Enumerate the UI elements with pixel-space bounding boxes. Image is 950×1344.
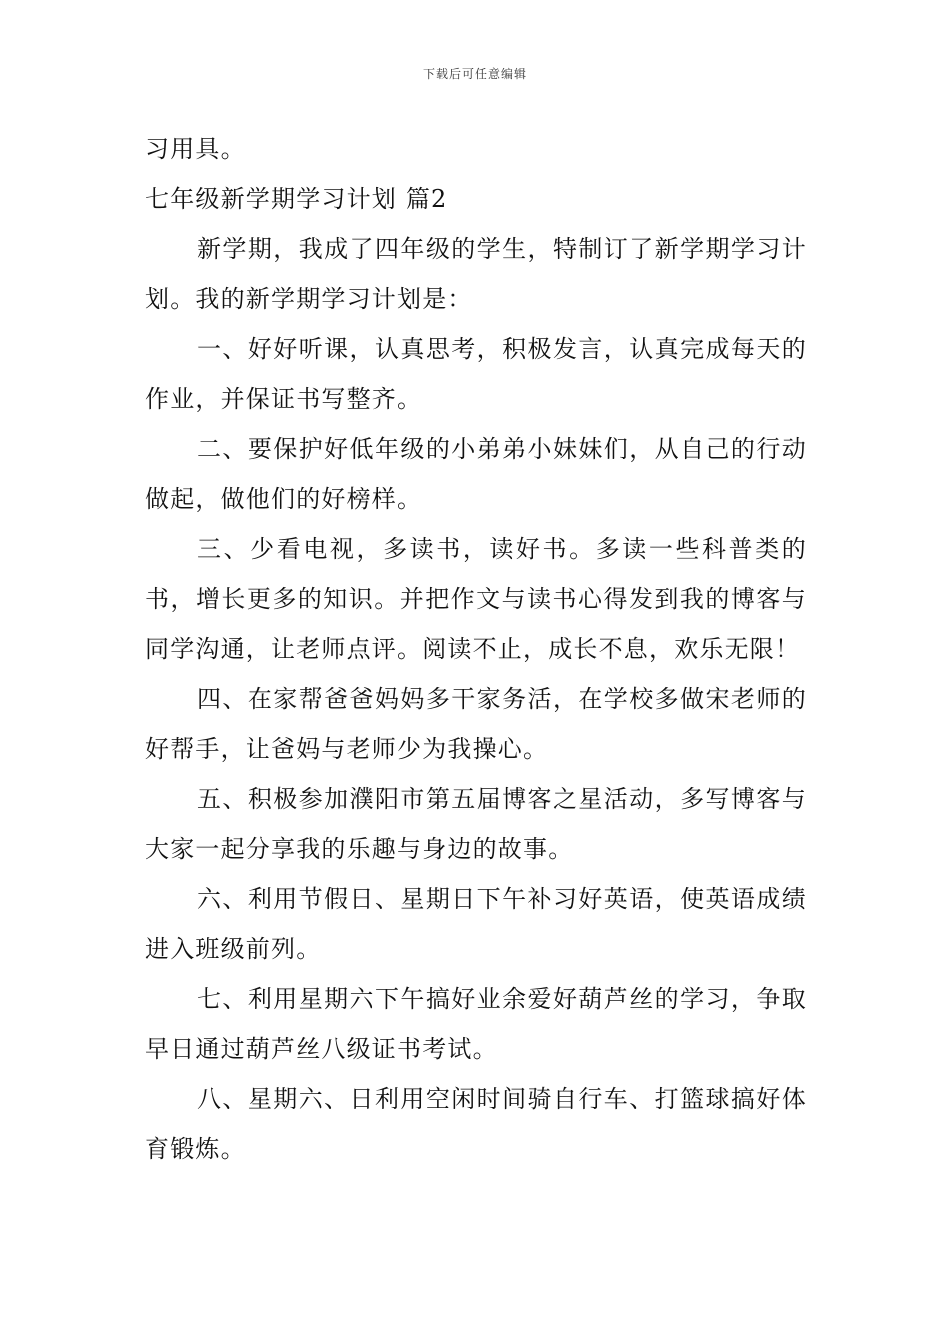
paragraph-intro: 新学期，我成了四年级的学生，特制订了新学期学习计划。我的新学期学习计划是： [145, 235, 807, 313]
paragraph-item-4: 四、在家帮爸爸妈妈多干家务活，在学校多做宋老师的好帮手，让爸妈与老师少为我操心。 [145, 685, 807, 763]
paragraph-item-5: 五、积极参加濮阳市第五届博客之星活动，多写博客与大家一起分享我的乐趣与身边的故事。 [145, 785, 807, 863]
paragraph-item-6: 六、利用节假日、星期日下午补习好英语，使英语成绩进入班级前列。 [145, 885, 807, 963]
page-header-note: 下载后可任意编辑 [422, 67, 527, 81]
paragraph-item-8: 八、星期六、日利用空闲时间骑自行车、打篮球搞好体育锻炼。 [145, 1085, 807, 1163]
paragraph-item-2: 二、要保护好低年级的小弟弟小妹妹们，从自己的行动做起，做他们的好榜样。 [145, 435, 807, 513]
paragraph-item-1: 一、好好听课，认真思考，积极发言，认真完成每天的作业，并保证书写整齐。 [145, 335, 807, 413]
section-title: 七年级新学期学习计划 篇2 [145, 185, 448, 213]
leading-text: 习用具。 [145, 135, 246, 163]
document-body [145, 124, 807, 1174]
paragraph-item-3: 三、少看电视，多读书，读好书。多读一些科普类的书，增长更多的知识。并把作文与读书心得发到我的博客与同学沟通，让老师点评。阅读不止，成长不息，欢乐无限！ [145, 535, 807, 663]
paragraph-item-7: 七、利用星期六下午搞好业余爱好葫芦丝的学习，争取早日通过葫芦丝八级证书考试。 [145, 985, 807, 1063]
